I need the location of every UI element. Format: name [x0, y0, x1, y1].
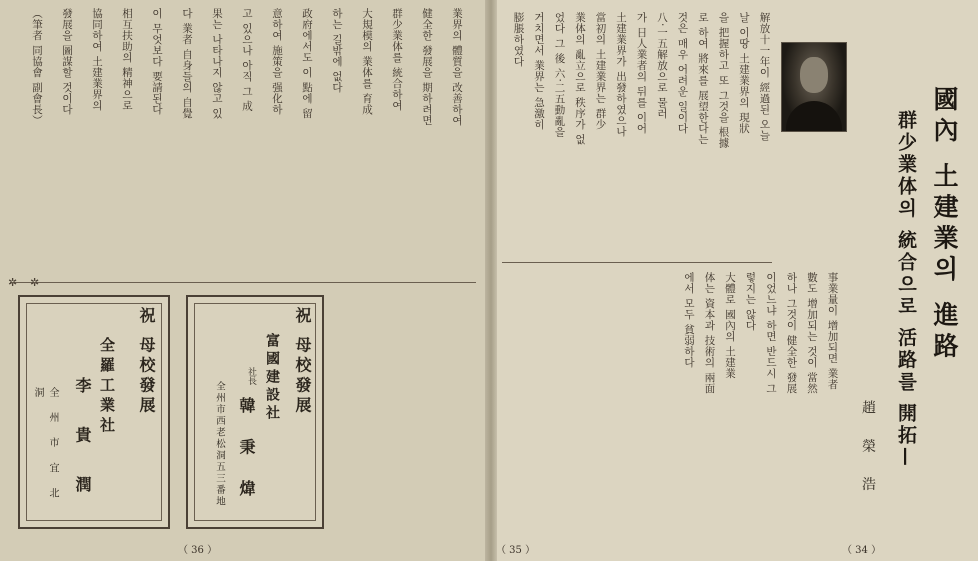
text-column: 거치면서 業界는 急激히: [533, 12, 545, 130]
ad-2-banner: 祝 母校發展: [293, 307, 312, 417]
text-column: 政府에서도 이 點에 留: [301, 8, 313, 119]
page-gutter: [485, 0, 497, 561]
text-column: 고 있으나 아직 그 成: [241, 8, 253, 112]
ad-1-company: 全羅工業社: [98, 337, 116, 437]
text-column: 當初의 土建業界는 群少: [594, 12, 607, 130]
ad-2-company: 富國建設社: [264, 333, 280, 423]
ad-2-address: 全州市西老松洞五三番地: [214, 381, 225, 508]
text-column: 事業量이 增加되면 業者: [826, 272, 839, 390]
text-column: 大體로 國內의 土建業: [724, 272, 736, 379]
text-column: （筆者 同協會 副會長）: [31, 8, 43, 126]
text-column: 果는 나타나지 않고 있: [211, 8, 223, 119]
text-column: 하나 그것이 健全한 發展: [785, 272, 798, 394]
author-photo: [781, 42, 847, 132]
text-column: 가 日人業者의 뒤를 이어: [635, 12, 648, 134]
page-number-left: （ 36 ）: [178, 545, 218, 556]
left-section-divider: [10, 282, 476, 283]
text-column: 이 무엇보다 要請된다: [151, 8, 163, 115]
ad-1-address: 全 州 市 宜 北 洞: [32, 387, 58, 504]
text-column: 을 把握하고 또 그것을 根據: [717, 12, 730, 149]
text-column: 다 業者 自身들의 自覺: [181, 8, 193, 119]
text-column: 었다 그 後 六‧二五動亂을: [553, 12, 566, 138]
ad-1-banner: 祝 母校發展: [137, 307, 156, 417]
text-column: 로 하여 將來를 展望한다는: [697, 12, 709, 145]
text-column: 協同하여 土建業界의: [91, 8, 103, 111]
text-column: 膨脹하였다: [512, 12, 525, 67]
text-column: 發展을 圖謀할 것이다: [61, 8, 73, 115]
text-column: 렇지는 않다: [744, 272, 757, 331]
page-number-right: （ 34 ）: [842, 545, 882, 556]
ad-2-person: 韓 秉 煒: [237, 397, 256, 507]
text-column: 하는 길밖에 없다: [331, 8, 343, 93]
text-column: 것은 매우 어려운 일이다: [676, 12, 689, 134]
author-face: [800, 57, 828, 93]
article-title: 國內 土建業의 進路: [930, 86, 959, 364]
text-column: 健全한 發展을 期하려면: [421, 8, 433, 126]
author-shoulders: [786, 101, 842, 131]
text-column: 土建業界가 出發하였으나: [615, 12, 627, 137]
text-column: 解放十一年이 經過된 오늘: [758, 12, 771, 141]
text-column: 이었느냐 하면 반드시 그: [765, 272, 777, 394]
text-column: 意하여 施策을 强化하: [271, 8, 283, 115]
text-column: 相互扶助의 精神으로: [121, 8, 133, 111]
article-subtitle: 群少業体의 統合으로 活路를 開拓—: [895, 110, 917, 469]
text-column: 에서 모두 貧弱하다: [683, 272, 695, 368]
ad-1-person: 李 貴 潤: [73, 377, 92, 507]
ad-2-title: 社長: [246, 367, 256, 385]
section-divider: [502, 262, 772, 263]
congrats-ad-2: [186, 295, 324, 529]
text-column: 날 이땅 土建業界의 現狀: [738, 12, 750, 134]
article-author: 趙 榮 浩: [860, 400, 876, 501]
text-column: 八‧一五解放으로 물러: [656, 12, 668, 119]
text-column: 大規模의 業体를 育成: [361, 8, 373, 115]
text-column: 群少業体를 統合하여: [391, 8, 403, 111]
ornament-left-2: ✲: [30, 276, 40, 289]
text-column: 業界의 體質을 改善하여: [451, 8, 463, 126]
congrats-ad-1: [18, 295, 170, 529]
text-column: 体는 資本과 技術의 兩面: [703, 272, 716, 394]
text-column: 業体의 亂立으로 秩序가 없: [574, 12, 586, 145]
page-number-middle: （ 35 ）: [496, 545, 536, 556]
ornament-left: ✲: [8, 276, 18, 289]
text-column: 數도 增加되는 것이 當然: [806, 272, 818, 394]
